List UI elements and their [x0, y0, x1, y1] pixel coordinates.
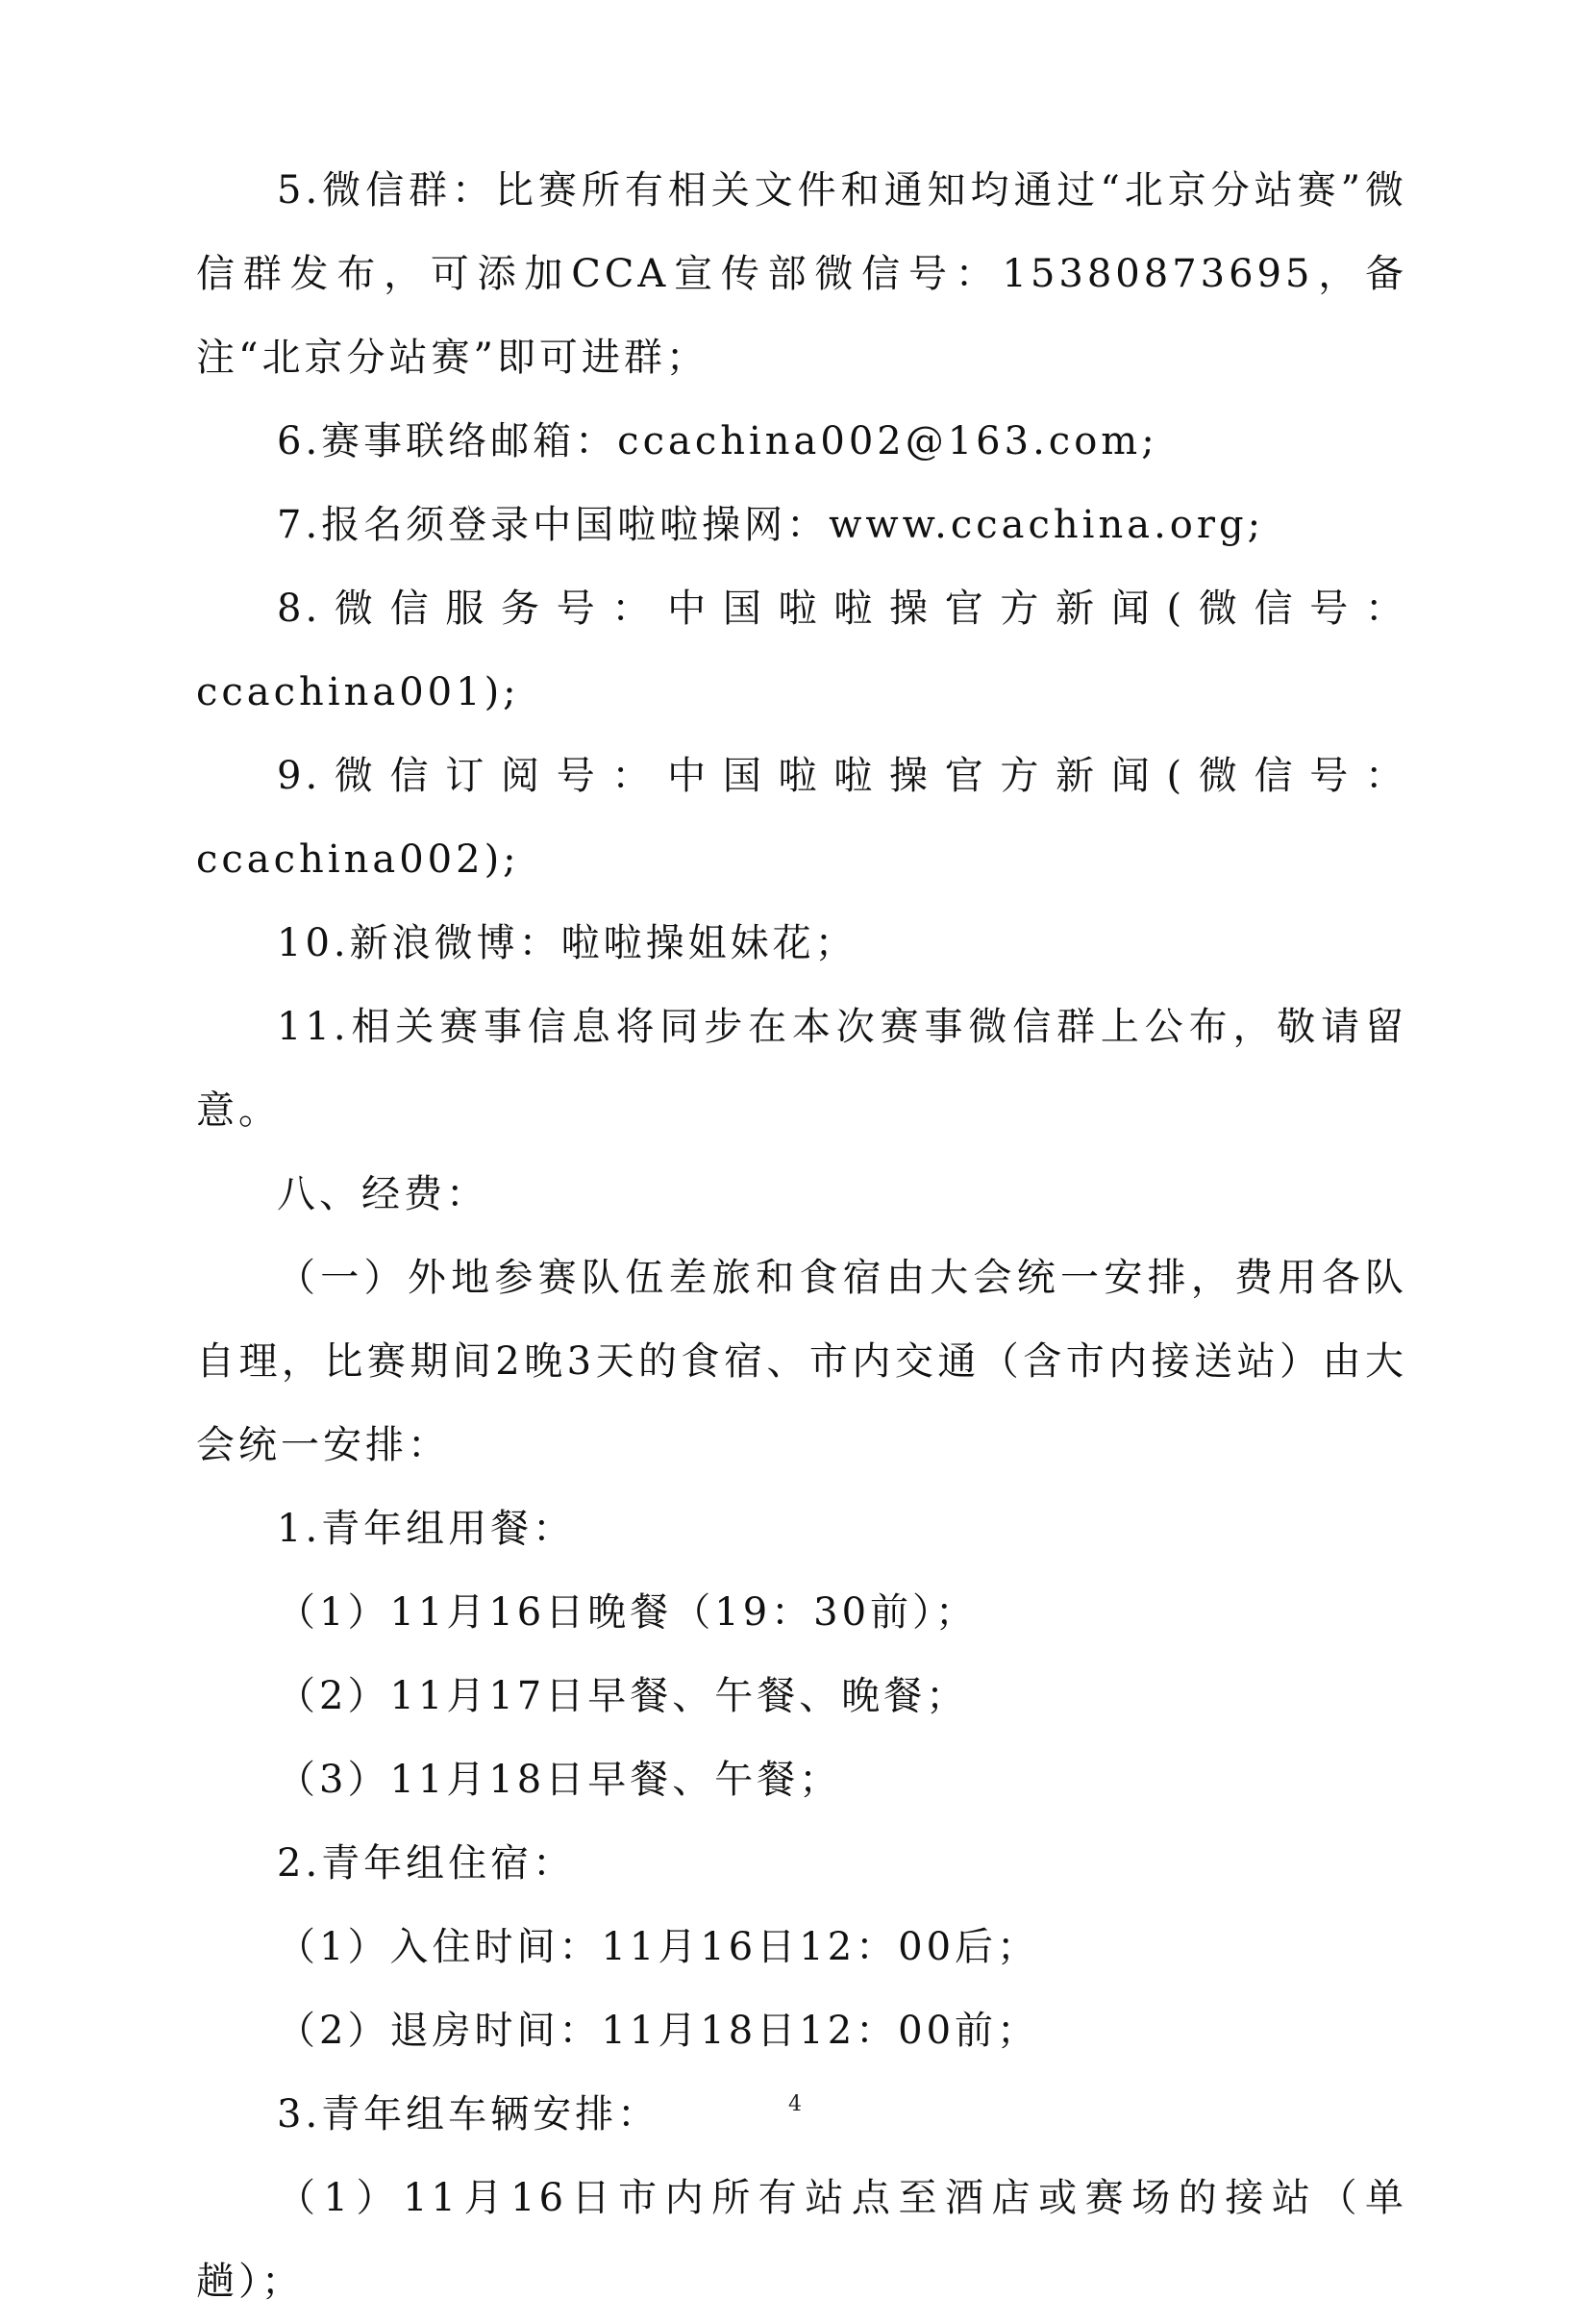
- section-heading-funding: 八、经费：: [277, 1172, 488, 1216]
- subheading-vehicles: 3.青年组车辆安排：: [277, 2092, 660, 2137]
- list-item-pickup: （1）11月16日市内所有站点至酒店或赛场的接站（单趟）；: [196, 2176, 1407, 2304]
- paragraph-wechat-service: 8.微信服务号：中国啦啦操官方新闻(微信号：ccachina001);: [196, 587, 1407, 714]
- paragraph-registration-site: 7.报名须登录中国啦啦操网：www.ccachina.org;: [277, 503, 1265, 547]
- subheading-meals: 1.青年组用餐：: [277, 1507, 576, 1551]
- paragraph-event-info: 11.相关赛事信息将同步在本次赛事微信群上公布，敬请留意。: [196, 1005, 1407, 1133]
- page-number: 4: [788, 2092, 802, 2116]
- list-item-meal-1: （1）11月16日晚餐（19：30前）；: [277, 1590, 979, 1635]
- list-item-checkout: （2）退房时间：11月18日12：00前；: [277, 2009, 1040, 2053]
- list-item-meal-3: （3）11月18日早餐、午餐；: [277, 1758, 842, 1802]
- subheading-accommodation: 2.青年组住宿：: [277, 1841, 576, 1886]
- paragraph-wechat-subscription: 9.微信订阅号：中国啦啦操官方新闻(微信号：ccachina002);: [196, 754, 1407, 882]
- paragraph-funding-arrangement: （一）外地参赛队伍差旅和食宿由大会统一安排，费用各队自理，比赛期间2晚3天的食宿、市内交通（含市内接送站）由大会统一安排：: [196, 1256, 1407, 1467]
- paragraph-wechat-group: 5.微信群：比赛所有相关文件和通知均通过“北京分站赛”微信群发布，可添加CCA宣传部微信号：15380873695，备注“北京分站赛”即可进群；: [196, 168, 1407, 380]
- paragraph-contact-email: 6.赛事联络邮箱：ccachina002@163.com;: [277, 419, 1158, 463]
- document-body: [196, 149, 1407, 2324]
- paragraph-weibo: 10.新浪微博：啦啦操姐妹花；: [277, 921, 857, 965]
- list-item-meal-2: （2）11月17日早餐、午餐、晚餐；: [277, 1674, 969, 1718]
- list-item-checkin: （1）入住时间：11月16日12：00后；: [277, 1925, 1040, 1969]
